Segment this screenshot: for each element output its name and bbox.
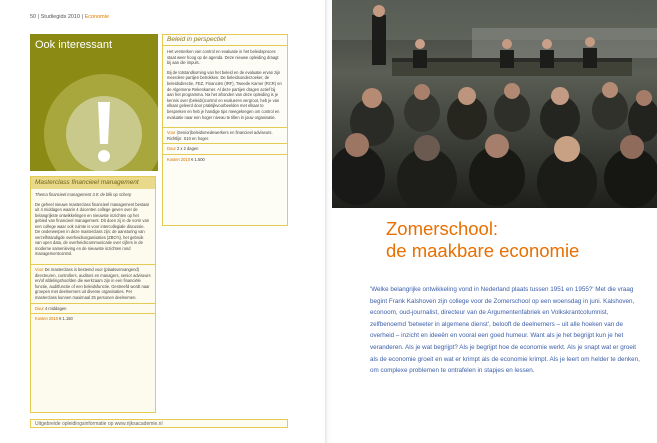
beleid-box — [162, 34, 288, 226]
kosten-label: Kosten 2010 — [35, 316, 58, 322]
page-gutter — [325, 0, 332, 443]
header-separator: | — [37, 14, 40, 20]
duur-text: 4 middagen — [45, 305, 67, 311]
left-page — [0, 0, 325, 443]
exclamation-icon — [89, 100, 119, 168]
duur-text: 2 x 2 dagen — [177, 146, 199, 152]
kosten-text: € 1.500 — [191, 156, 205, 162]
beleid-kosten-row — [163, 154, 287, 165]
headline-line-2: de maakbare economie — [386, 240, 580, 261]
beleid-duur-row — [163, 143, 287, 154]
beleid-voor-row — [163, 127, 287, 143]
footer-text[interactable]: Uitgebreide opleidingsinformatie op www.rijksacademie.nl — [35, 421, 163, 427]
masterclass-paragraph: De geheel nieuwe masterclass financieel management bestaat uit 4 middagen waarin 4 docenten college geven over de belangrijkste ontwikkelingen en nieuwste inzichten op het gebied van financieel management. Dit doen zij in de vorm van een college waar ook ruimte is voor intercollegiale discussie. De onderwerpen in deze masterclass zijn: de aansturing van verzelfstandigde overheidsorganisaties (ZBO's), het gebruik van open data, de overheidscommunicatie over cijfers in de moderne samenleving en de nieuwste inzichten rond managementcontrol. — [35, 201, 150, 257]
headline-line-1: Zomerschool: — [386, 218, 499, 239]
voor-text: (Senior)beleidsmedewerkers en financieel adviseurs. Richtlijn: S10 en hoger. — [167, 130, 273, 141]
masterclass-body — [31, 189, 155, 264]
masterclass-title: Masterclass financieel management — [31, 177, 155, 189]
beleid-title: Beleid in perspectief — [163, 35, 287, 46]
masterclass-subtitle: Thema financieel management 3.0: de blik op scherp — [35, 192, 132, 197]
header-separator: | — [81, 14, 84, 20]
kosten-text: € 1.150 — [59, 316, 73, 322]
ook-interessant-title: Ook interessant — [35, 39, 113, 51]
beleid-paragraph: Bij de totstandkoming van het beleid en de evaluatie ervan zijn meerdere partijen betrokken. De beleidsonderzoeker, de beleidsdirectie, FEZ, Financiën (IRF), Tweede Kamer (RCR) en de Algemene Rekenkamer. Al deze partijen dragen actief bij aan het programma. Na het afronden van deze opleiding is je kennis over (beleids)control en evalueren vergroot, heb je van elkaar geleerd door praktijkvoorbeelden met elkaar te bespreken en heb je handige tips meegekregen om control en evaluatie naar een hoger niveau te tillen in jouw organisatie. — [167, 69, 282, 120]
section-name: Economie — [84, 14, 110, 20]
kosten-label: Kosten 2010 — [167, 156, 190, 162]
beleid-paragraph: Het versterken van control en evaluatie in het beleidsproces staat weer hoog op de agenda. Deze nieuwe opleiding draagt bij aan die impuls. — [167, 49, 279, 66]
masterclass-kosten-row — [31, 313, 155, 324]
duur-label: Duur — [167, 146, 176, 152]
article-headline — [386, 218, 579, 262]
page-header — [30, 14, 109, 20]
article-intro: 'Welke belangrijke ontwikkeling vond in Nederland plaats tussen 1951 en 1955?' Met die vraag begint Frank Kalshoven zijn college voor de Zomerschool op een woensdag in juni. Kalshoven, econoom, oud-journalist, directeur van de Argumentenfabriek en Volkskrantcolumnist, zelfbenoemd 'betweter in algemene dienst', belooft de deelnemers – uit alle hoeken van de overheid – inzicht en ideeën en vooral een goed humeur. Want als je het begrijpt kun je het veranderen. Als je wat begrijpt? Als je begrijpt hoe de economie werkt. Als je snapt wat er groeit als de economie groeit en wat er krimpt als de economie krimpt. Als je leert om helder te denken, om complexe problemen te ontrafelen in stapjes en lessen. — [370, 286, 640, 375]
beleid-body — [163, 46, 287, 127]
duur-label: Duur — [35, 305, 44, 311]
voor-label: Voor — [35, 267, 44, 273]
footer-info-link[interactable] — [30, 419, 288, 428]
masterclass-box — [30, 176, 156, 413]
conference-photo — [332, 0, 657, 208]
ook-interessant-panel — [30, 34, 158, 171]
masterclass-voor-row — [31, 264, 155, 303]
right-page — [332, 0, 657, 443]
voor-text: De masterclass is bestemd voor (plaatsvervangend) directeuren, controllers, auditors en managers, senior adviseurs en/of afdelingshoofden die werkzaam zijn in een financiële functie, auditfunctie of een beleidsfunctie. Gestreefd wordt naar groepen met deelnemers uit diverse organisaties. Per masterclass kunnen maximaal 25 personen deelnemen. — [35, 267, 151, 300]
voor-label: Voor — [167, 130, 176, 136]
masterclass-duur-row — [31, 303, 155, 314]
page-number: 50 — [30, 14, 37, 20]
guide-title: Studiegids 2010 — [40, 14, 81, 20]
